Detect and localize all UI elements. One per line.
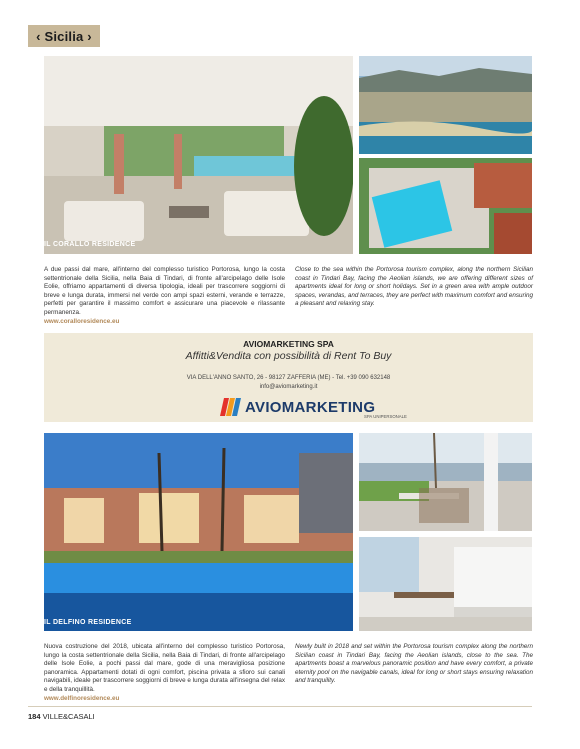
aviomarketing-ad bbox=[44, 333, 533, 422]
magazine-name: VILLE&CASALI bbox=[42, 712, 95, 721]
delfino-text-it bbox=[44, 643, 285, 703]
corallo-pool-photo bbox=[359, 158, 532, 254]
logo-wordmark: AVIOMARKETING bbox=[245, 398, 376, 416]
ad-company-name: AVIOMARKETING SPA bbox=[243, 339, 334, 349]
corallo-text-it bbox=[44, 266, 285, 326]
delfino-website-link[interactable]: www.delfinoresidence.eu bbox=[44, 694, 120, 702]
section-tag: ‹ Sicilia › bbox=[28, 25, 100, 47]
logo-stripes-icon bbox=[220, 398, 242, 416]
logo-tagline: SPA UNIPERSONALE bbox=[364, 414, 407, 419]
footer-divider bbox=[28, 706, 532, 707]
delfino-interior-photo bbox=[359, 537, 532, 631]
delfino-description-it: Nuova costruzione del 2018, ubicata all'interno del complesso turistico Portorosa, lungo la costa settentrionale della Sicilia, nella Baia di Tindari, di fronte all'arcipelago delle Isole Eolie, a pochi passi dal mare, gode di una meravigliosa posizione panoramica. Appartamenti dotati di ogni comfort, piscina privata a sfioro sui canali navigabili, ideale per trascorrere soggiorni di breve e lunga durata all'insegna del relax e della tranquillità. bbox=[44, 643, 285, 693]
aviomarketing-logo bbox=[220, 396, 407, 419]
corallo-website-link[interactable]: www.coralloresidence.eu bbox=[44, 317, 120, 325]
ad-address: VIA DELL'ANNO SANTO, 26 - 98127 ZAFFERIA (ME) - Tel. +39 090 632148 bbox=[186, 375, 391, 381]
portorosa-aerial-photo bbox=[359, 56, 532, 154]
delfino-caption: IL DELFINO RESIDENCE bbox=[44, 619, 132, 626]
corallo-description-it: A due passi dal mare, all'interno del complesso turistico Portorosa, lungo la costa settentrionale della Sicilia, nella Baia di Tindari, di fronte all'arcipelago delle Isole Eolie, offriamo appartamenti di diversa tipologia, ideali per trascorrere soggiorni di breve e lunga durata, immersi nel verde con ampi spazi esterni, verande e terrazze, perfetti per garantire il massimo comfort e assicurare una piacevole e rilassante permanenza. bbox=[44, 266, 285, 316]
corallo-main-photo bbox=[44, 56, 353, 254]
delfino-main-photo bbox=[44, 433, 353, 631]
delfino-text-en: Newly built in 2018 and set within the Portorosa tourism complex along the northern Sicilian coast in Tindari Bay, facing the Aeolian islands, close to the sea. The apartments boast a marvelous panoramic position and have every comfort, a private eternity pool on the navigable canals, ideal for long or short stays ensuring relaxation and tranquility. bbox=[295, 643, 533, 685]
ad-email-link[interactable]: info@aviomarketing.it bbox=[259, 384, 318, 390]
page-footer bbox=[28, 712, 95, 721]
corallo-caption: IL CORALLO RESIDENCE bbox=[44, 241, 136, 248]
delfino-terrace-photo bbox=[359, 433, 532, 531]
page-number: 184 bbox=[28, 712, 41, 721]
ad-slogan: Affitti&Vendita con possibilità di Rent To Buy bbox=[185, 350, 392, 362]
corallo-text-en: Close to the sea within the Portorosa tourism complex, along the northern Sicilian coast in Tindari Bay, facing the Aeolian islands, we are offering different sizes of apartments ideal for long or short holidays. Set in a green area with ample outdoor spaces, verandas, and terraces, they are perfect with maximum comfort and ensuring a pleasant and relaxing stay. bbox=[295, 266, 533, 308]
